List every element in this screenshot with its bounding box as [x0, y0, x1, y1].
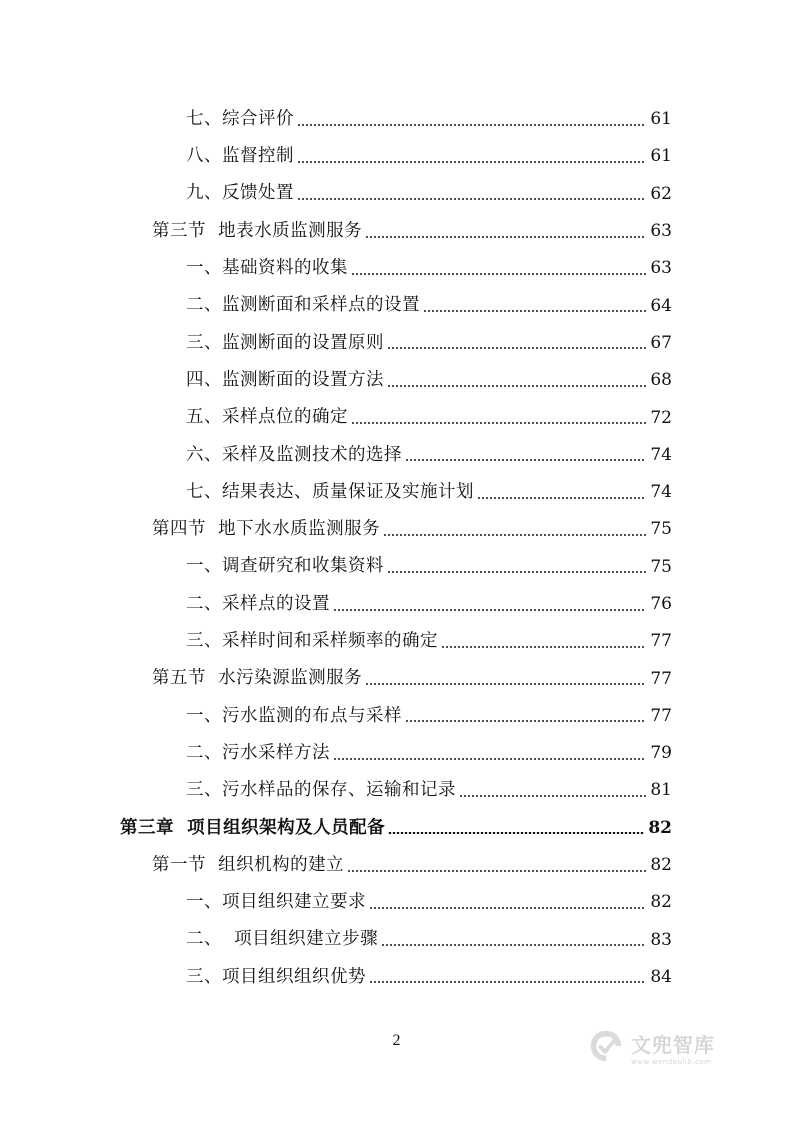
toc-entry[interactable]: [0, 362, 793, 399]
toc-entry-label: 五、采样点位的确定: [186, 407, 348, 428]
toc-entry[interactable]: [0, 586, 793, 623]
toc-entry-page: 67: [650, 332, 672, 353]
toc-entry[interactable]: [0, 101, 793, 138]
toc-entry[interactable]: [0, 399, 793, 436]
toc-entry-label: 九、反馈处置: [186, 183, 294, 204]
dot-leader: [369, 907, 646, 909]
toc-entry-label: 三、项目组织组织优势: [186, 966, 366, 987]
dot-leader: [387, 571, 646, 573]
dot-leader: [383, 534, 646, 536]
toc-entry-label: 七、综合评价: [186, 108, 294, 129]
toc-entry-page: 74: [650, 444, 672, 465]
toc-entry-page: 64: [650, 295, 672, 316]
watermark-text: [631, 1029, 715, 1066]
toc-entry-page: 61: [650, 109, 672, 130]
toc-entry-label: 一、项目组织建立要求: [186, 892, 366, 913]
toc-entry-label: 二、 项目组织建立步骤: [186, 929, 379, 950]
toc-entry[interactable]: [0, 959, 793, 996]
dot-leader: [387, 347, 646, 349]
dot-leader: [297, 198, 646, 200]
dot-leader: [423, 310, 646, 312]
toc-entry-label: 二、污水采样方法: [186, 742, 330, 763]
toc-entry[interactable]: [0, 698, 793, 735]
toc-section-entry[interactable]: [0, 213, 793, 250]
toc-entry-page: 79: [650, 743, 672, 764]
toc-entry-label: 七、结果表达、质量保证及实施计划: [186, 481, 474, 502]
toc-entry-page: 82: [648, 817, 672, 838]
toc-entry-page: 68: [650, 370, 672, 391]
dot-leader: [297, 124, 646, 126]
toc-entry-page: 63: [650, 221, 672, 242]
toc-entry-label: 二、采样点的设置: [186, 593, 330, 614]
toc-entry-label: 第一节 组织机构的建立: [152, 854, 345, 875]
table-of-contents: [0, 101, 793, 996]
wendou-logo-icon: [587, 1028, 625, 1066]
toc-entry-label: 第三节 地表水质监测服务: [152, 220, 363, 241]
dot-leader: [369, 981, 646, 983]
dot-leader: [477, 497, 646, 499]
toc-entry-page: 84: [650, 966, 672, 987]
toc-entry[interactable]: [0, 922, 793, 959]
dot-leader: [388, 832, 644, 834]
toc-entry-page: 72: [650, 407, 672, 428]
toc-entry-page: 75: [650, 556, 672, 577]
toc-entry-label: 三、污水样品的保存、运输和记录: [186, 780, 456, 801]
toc-entry[interactable]: [0, 325, 793, 362]
toc-section-entry[interactable]: [0, 847, 793, 884]
watermark-url: www.wendoulib.com: [631, 1057, 712, 1066]
toc-entry-label: 第五节 水污染源监测服务: [152, 668, 363, 689]
dot-leader: [441, 646, 646, 648]
dot-leader: [459, 795, 646, 797]
toc-entry[interactable]: [0, 474, 793, 511]
dot-leader: [333, 609, 646, 611]
toc-section-entry[interactable]: [0, 660, 793, 697]
toc-entry[interactable]: [0, 250, 793, 287]
toc-entry-label: 三、采样时间和采样频率的确定: [186, 631, 438, 652]
toc-entry-page: 62: [650, 183, 672, 204]
toc-entry-page: 61: [650, 146, 672, 167]
dot-leader: [365, 236, 646, 238]
toc-entry[interactable]: [0, 735, 793, 772]
toc-entry[interactable]: [0, 437, 793, 474]
toc-entry-label: 六、采样及监测技术的选择: [186, 444, 402, 465]
dot-leader: [351, 273, 646, 275]
toc-chapter-entry[interactable]: [0, 810, 793, 847]
dot-leader: [351, 422, 646, 424]
toc-entry-label: 一、调查研究和收集资料: [186, 556, 384, 577]
toc-entry-page: 63: [650, 258, 672, 279]
toc-entry-label: 第三章 项目组织架构及人员配备: [120, 817, 386, 838]
toc-entry-page: 77: [650, 705, 672, 726]
dot-leader: [387, 385, 646, 387]
dot-leader: [381, 944, 646, 946]
toc-entry[interactable]: [0, 772, 793, 809]
dot-leader: [297, 161, 646, 163]
toc-entry-page: 81: [650, 780, 672, 801]
toc-entry-page: 74: [650, 482, 672, 503]
toc-entry-label: 第四节 地下水水质监测服务: [152, 519, 381, 540]
toc-entry-page: 77: [650, 631, 672, 652]
toc-entry-label: 二、监测断面和采样点的设置: [186, 295, 420, 316]
toc-entry[interactable]: [0, 549, 793, 586]
toc-entry-label: 一、基础资料的收集: [186, 258, 348, 279]
toc-entry-page: 77: [650, 668, 672, 689]
watermark: [587, 1022, 757, 1072]
toc-entry[interactable]: [0, 623, 793, 660]
toc-entry[interactable]: [0, 138, 793, 175]
toc-section-entry[interactable]: [0, 511, 793, 548]
toc-entry[interactable]: [0, 884, 793, 921]
dot-leader: [333, 758, 646, 760]
toc-entry-label: 四、监测断面的设置方法: [186, 369, 384, 390]
toc-entry-label: 八、监督控制: [186, 146, 294, 167]
toc-entry[interactable]: [0, 287, 793, 324]
watermark-brand: 文兜智库: [631, 1032, 715, 1057]
toc-entry-label: 三、监测断面的设置原则: [186, 332, 384, 353]
dot-leader: [405, 459, 646, 461]
toc-entry-label: 一、污水监测的布点与采样: [186, 705, 402, 726]
dot-leader: [347, 870, 646, 872]
dot-leader: [405, 720, 646, 722]
toc-entry-page: 76: [650, 594, 672, 614]
toc-entry-page: 75: [650, 519, 672, 540]
page-number: 2: [392, 1032, 401, 1049]
toc-entry-page: 82: [650, 855, 672, 876]
toc-entry-page: 83: [650, 929, 672, 950]
dot-leader: [365, 683, 646, 685]
toc-entry-page: 82: [650, 892, 672, 913]
toc-entry[interactable]: [0, 176, 793, 213]
